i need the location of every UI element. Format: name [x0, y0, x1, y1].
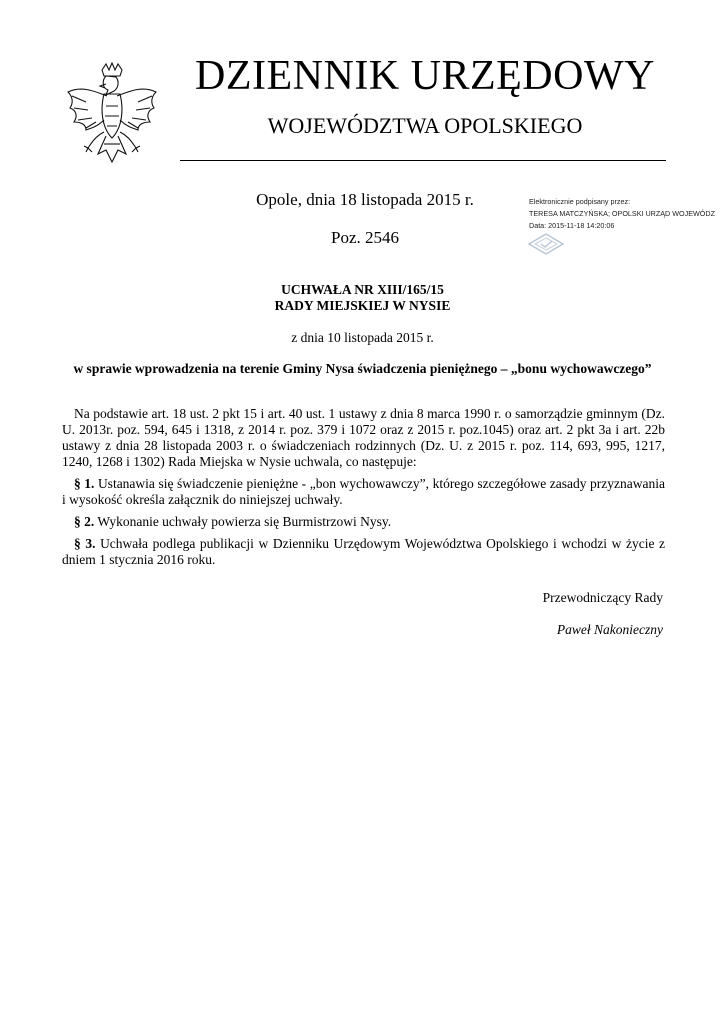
publication-place-date: Opole, dnia 18 listopada 2015 r.: [256, 190, 474, 209]
section-paragraph-3: [62, 536, 665, 568]
header-divider: [180, 160, 666, 161]
electronic-signature-block: [527, 196, 717, 232]
section-number: § 2.: [74, 514, 95, 529]
section-paragraph-1: [62, 476, 665, 508]
signature-label: Elektronicznie podpisany przez:: [529, 197, 631, 206]
journal-subtitle: WOJEWÓDZTWA OPOLSKIEGO: [267, 113, 583, 138]
resolution-number: UCHWAŁA NR XIII/165/15: [281, 282, 444, 297]
chair-name: Paweł Nakonieczny: [556, 622, 663, 637]
section-text: Ustanawia się świadczenie pieniężne - „bon wychowawczy”, którego szczegółowe zasady przyznawania i wysokość określa załącznik do niniejszej uchwały.: [62, 476, 666, 507]
resolution-date: z dnia 10 listopada 2015 r.: [291, 330, 434, 345]
preamble-paragraph: Na podstawie art. 18 ust. 2 pkt 15 i art. 40 ust. 1 ustawy z dnia 8 marca 1990 r. o samorządzie gminnym (Dz. U. 2013r. poz. 594, 645 i 1318, z 2014 r. poz. 379 i 1072 oraz z 2015 r. poz.1045) oraz art. 2 pkt 3a i art. 22b ustawy z dnia 28 listopada 2003 r. o świadczeniach rodzinnych (Dz. U. z 2015 r. poz. 114, 693, 995, 1217, 1240, 1268 i 1302) Rada Miejska w Nysie uchwala, co następuje:: [62, 406, 665, 469]
journal-title: DZIENNIK URZĘDOWY: [195, 53, 655, 99]
section-number: § 1.: [74, 476, 95, 491]
section-paragraph-2: [62, 514, 665, 530]
resolution-body: [62, 406, 665, 574]
resolution-heading: [0, 282, 725, 314]
section-text: Uchwała podlega publikacji w Dzienniku Urzędowym Województwa Opolskiego i wchodzi w życie z dniem 1 stycznia 2016 roku.: [62, 536, 666, 567]
resolution-council: RADY MIEJSKIEJ W NYSIE: [274, 298, 451, 313]
section-number: § 3.: [74, 536, 96, 551]
signature-check-icon: [527, 232, 565, 256]
signature-signer: TERESA MATCZYŃSKA; OPOLSKI URZĄD WOJEWÓDZ: [529, 209, 715, 218]
resolution-subject: w sprawie wprowadzenia na terenie Gminy Nysa świadczenia pieniężnego – „bonu wychowawczego”: [73, 361, 652, 376]
chair-title: Przewodniczący Rady: [542, 590, 663, 605]
publication-position: Poz. 2546: [331, 228, 399, 247]
section-text: Wykonanie uchwały powierza się Burmistrzowi Nysy.: [97, 514, 392, 529]
polish-eagle-emblem-icon: [62, 62, 162, 172]
signature-date: Data: 2015-11-18 14:20:06: [529, 221, 615, 230]
